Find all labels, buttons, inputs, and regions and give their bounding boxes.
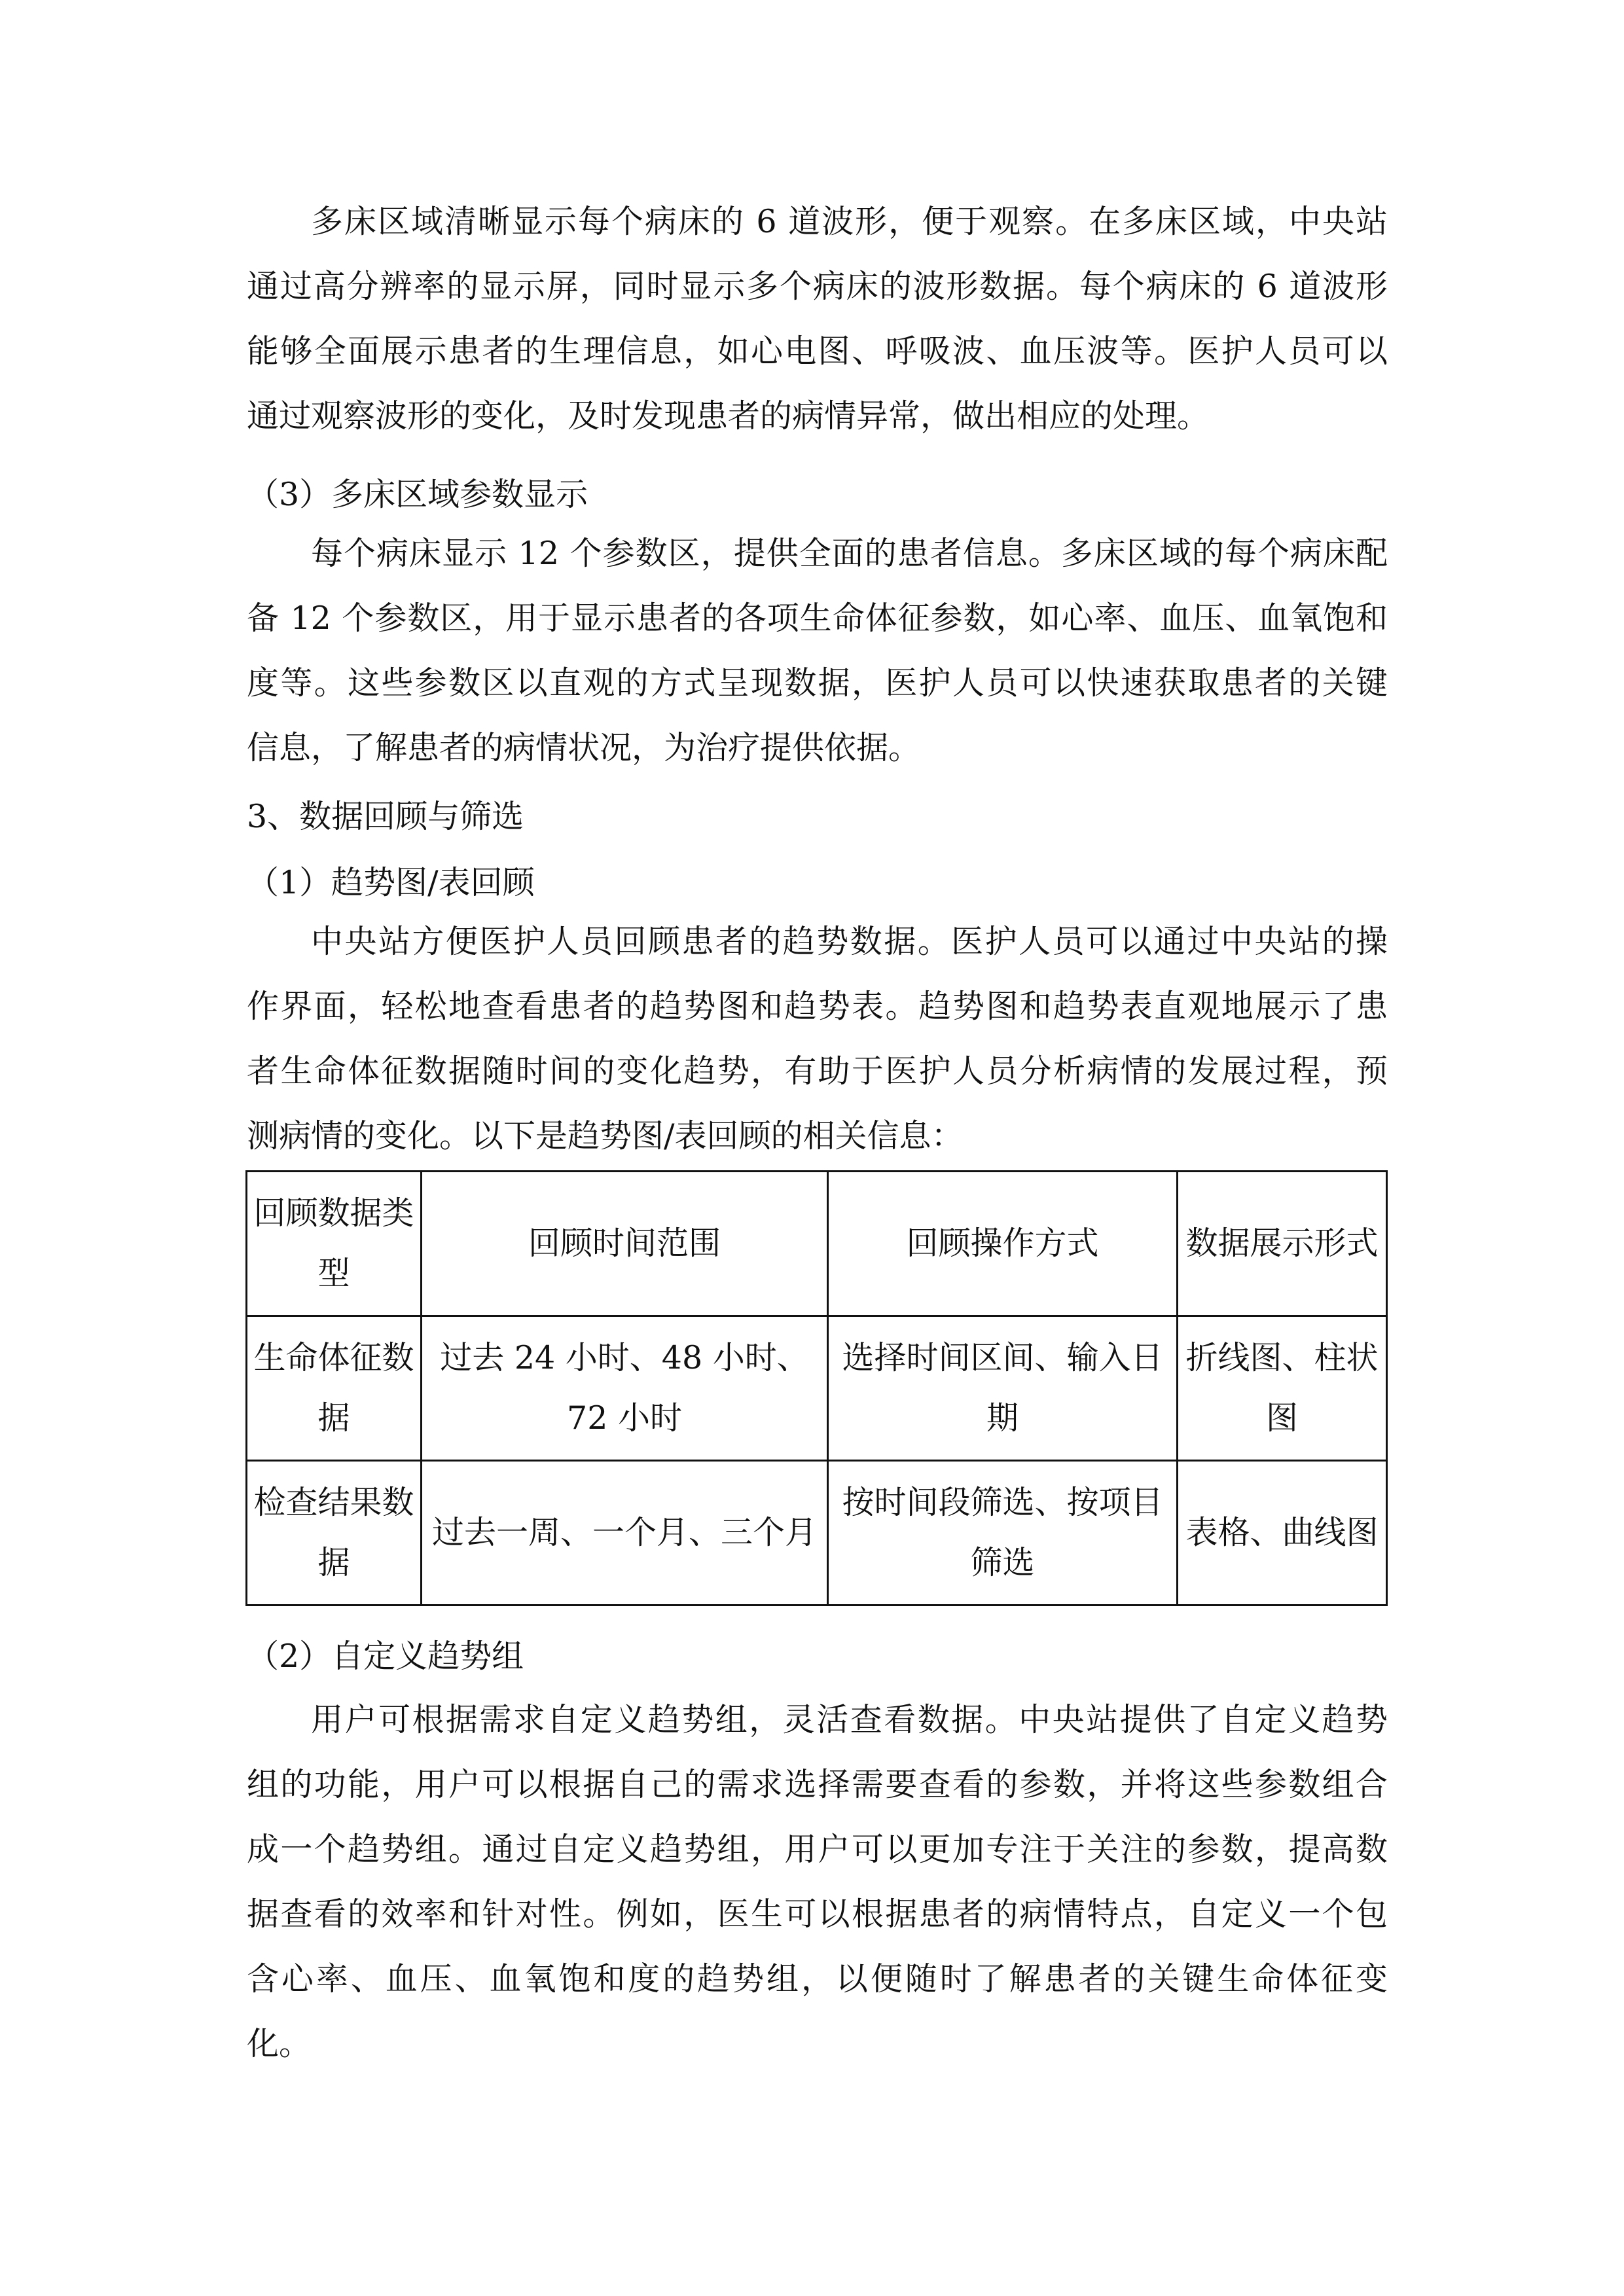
text-line: 通过高分辨率的显示屏，同时显示多个病床的波形数据。每个病床的 6 道波形: [247, 268, 1388, 305]
header-cell: 回顾时间范围: [422, 1172, 828, 1316]
text-line: 每个病床显示 12 个参数区，提供全面的患者信息。多床区域的每个病床配: [311, 535, 1388, 572]
text-line: 成一个趋势组。通过自定义趋势组，用户可以更加专注于关注的参数，提高数: [247, 1831, 1388, 1868]
table-cell: 表格、曲线图: [1178, 1461, 1387, 1605]
subheading-parameter-display: （3）多床区域参数显示: [247, 476, 588, 513]
table-cell: 选择时间区间、输入日期: [828, 1316, 1178, 1461]
text-line: 中央站方便医护人员回顾患者的趋势数据。医护人员可以通过中央站的操: [311, 923, 1388, 960]
table-cell: 生命体征数据: [247, 1316, 422, 1461]
table-header-row: [247, 1172, 1387, 1316]
paragraph-trend-review: [247, 909, 1388, 1168]
header-cell: 回顾数据类型: [247, 1172, 422, 1316]
text-line: 能够全面展示患者的生理信息，如心电图、呼吸波、血压波等。医护人员可以: [247, 332, 1388, 370]
table-row: [247, 1316, 1387, 1461]
text-line: 组的功能，用户可以根据自己的需求选择需要查看的参数，并将这些参数组合: [247, 1766, 1388, 1803]
table-cell: 折线图、柱状图: [1178, 1316, 1387, 1461]
text-line: 者生命体征数据随时间的变化趋势，有助于医护人员分析病情的发展过程，预: [247, 1052, 1388, 1090]
header-cell: 数据展示形式: [1178, 1172, 1387, 1316]
table-cell: 过去一周、一个月、三个月: [422, 1461, 828, 1605]
text-line: 信息，了解患者的病情状况，为治疗提供依据。: [247, 729, 921, 766]
paragraph-parameter-display: [247, 521, 1388, 780]
text-line: 度等。这些参数区以直观的方式呈现数据，医护人员可以快速获取患者的关键: [247, 664, 1388, 702]
text-line: 通过观察波形的变化，及时发现患者的病情异常，做出相应的处理。: [247, 397, 1210, 435]
text-line: 作界面，轻松地查看患者的趋势图和趋势表。趋势图和趋势表直观地展示了患: [247, 988, 1388, 1025]
table-row: [247, 1461, 1387, 1605]
table-cell: 过去 24 小时、48 小时、72 小时: [422, 1316, 828, 1461]
text-line: 测病情的变化。以下是趋势图/表回顾的相关信息：: [247, 1117, 964, 1155]
paragraph-multi-bed-waveforms: [247, 189, 1388, 448]
section-heading-data-review: 3、数据回顾与筛选: [247, 798, 524, 835]
table-cell: 按时间段筛选、按项目筛选: [828, 1461, 1178, 1605]
subheading-custom-trend-group: （2）自定义趋势组: [247, 1638, 524, 1675]
text-line: 备 12 个参数区，用于显示患者的各项生命体征参数，如心率、血压、血氧饱和: [247, 600, 1388, 637]
table-cell: 检查结果数据: [247, 1461, 422, 1605]
subheading-trend-review: （1）趋势图/表回顾: [247, 864, 535, 901]
text-line: 多床区域清晰显示每个病床的 6 道波形，便于观察。在多床区域，中央站: [311, 203, 1388, 240]
paragraph-custom-trend-group: [247, 1687, 1388, 2076]
text-line: 用户可根据需求自定义趋势组，灵活查看数据。中央站提供了自定义趋势: [311, 1701, 1388, 1738]
text-line: 含心率、血压、血氧饱和度的趋势组，以便随时了解患者的关键生命体征变: [247, 1960, 1388, 1998]
trend-review-table: [245, 1170, 1388, 1606]
header-cell: 回顾操作方式: [828, 1172, 1178, 1316]
text-line: 化。: [247, 2025, 312, 2062]
text-line: 据查看的效率和针对性。例如，医生可以根据患者的病情特点，自定义一个包: [247, 1895, 1388, 1933]
